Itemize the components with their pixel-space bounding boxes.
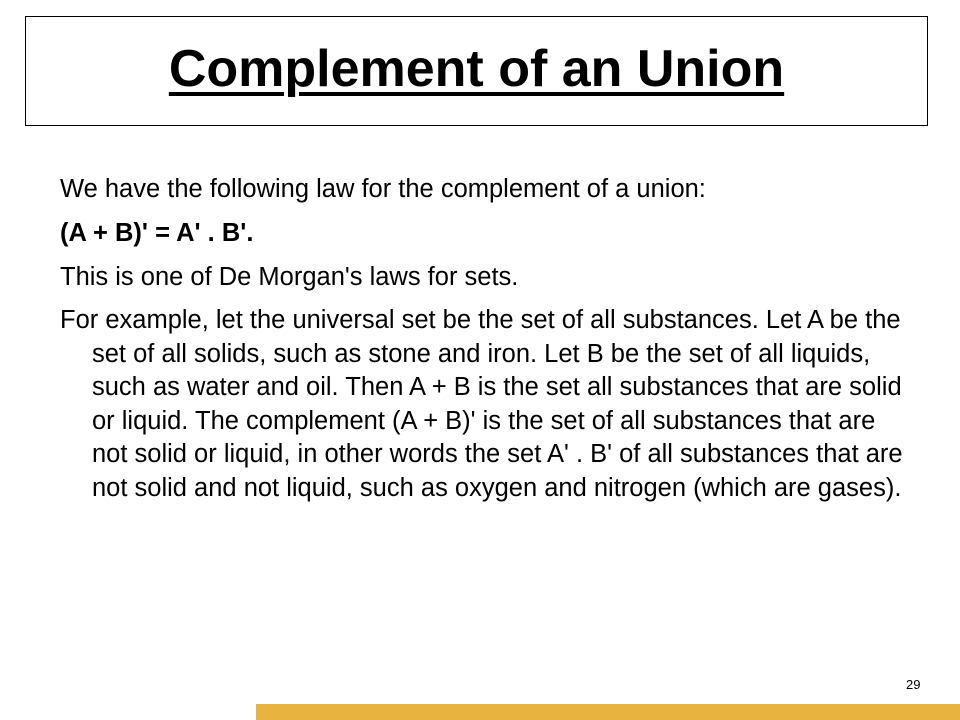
footer-accent-bar xyxy=(256,704,960,720)
example-paragraph: For example, let the universal set be the set of all substances. Let A be the set of all solids, such as stone and iron. Let B be the set of all liquids, such as water and oil. Then A + B is the set all substances that are solid or liquid. The complement (A + B)' is the set of all substances that are not solid or liquid, in other words the set A' . B' of all substances that are not solid and not liquid, such as oxygen and nitrogen (which are gases). xyxy=(60,306,903,502)
formula-paragraph: (A + B)' = A' . B'. xyxy=(60,219,254,247)
slide-title: Complement of an Union xyxy=(168,40,785,98)
slide-body xyxy=(60,172,910,515)
page-number: 29 xyxy=(906,677,921,692)
title-box xyxy=(25,16,928,126)
intro-paragraph: We have the following law for the complement of a union: xyxy=(60,175,706,203)
note-paragraph: This is one of De Morgan's laws for sets. xyxy=(60,263,519,291)
